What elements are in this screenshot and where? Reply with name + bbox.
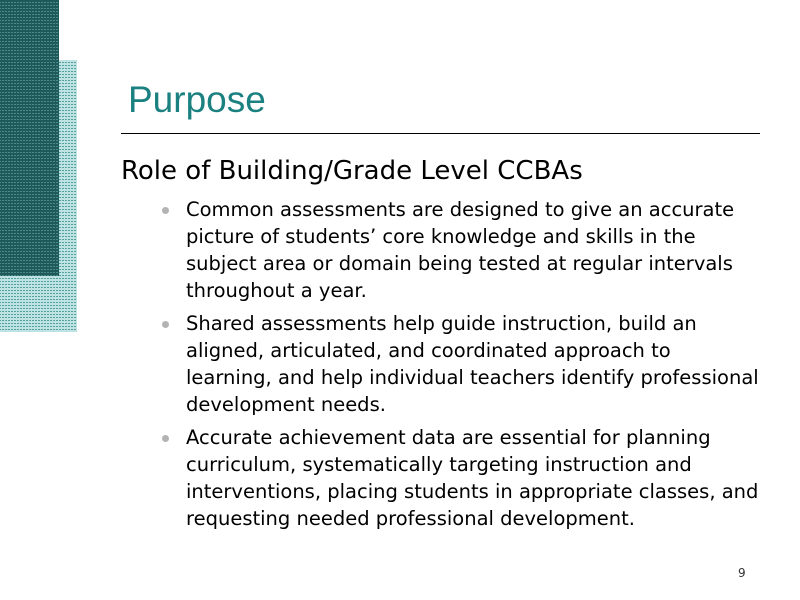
page-number: 9 [738, 566, 746, 580]
bullet-dot-icon [162, 435, 169, 442]
bullet-item [160, 424, 760, 532]
title-divider [121, 133, 760, 134]
bullet-dot-icon [162, 321, 169, 328]
bullet-item [160, 310, 760, 418]
decorative-block-dark [0, 0, 59, 276]
bullet-list [160, 196, 760, 538]
slide-subheading: Role of Building/Grade Level CCBAs [121, 156, 583, 186]
slide-title: Purpose [128, 79, 266, 120]
bullet-dot-icon [162, 207, 169, 214]
bullet-text: Accurate achievement data are essential for planning curriculum, systematically targeting instruction and interventions, placing students in appropriate classes, and requesting needed professional development. [186, 426, 759, 530]
bullet-item [160, 196, 760, 304]
bullet-text: Shared assessments help guide instruction, build an aligned, articulated, and coordinated approach to learning, and help individual teachers identify professional development needs. [186, 312, 759, 416]
bullet-text: Common assessments are designed to give an accurate picture of students’ core knowledge and skills in the subject area or domain being tested at regular intervals throughout a year. [186, 198, 735, 302]
